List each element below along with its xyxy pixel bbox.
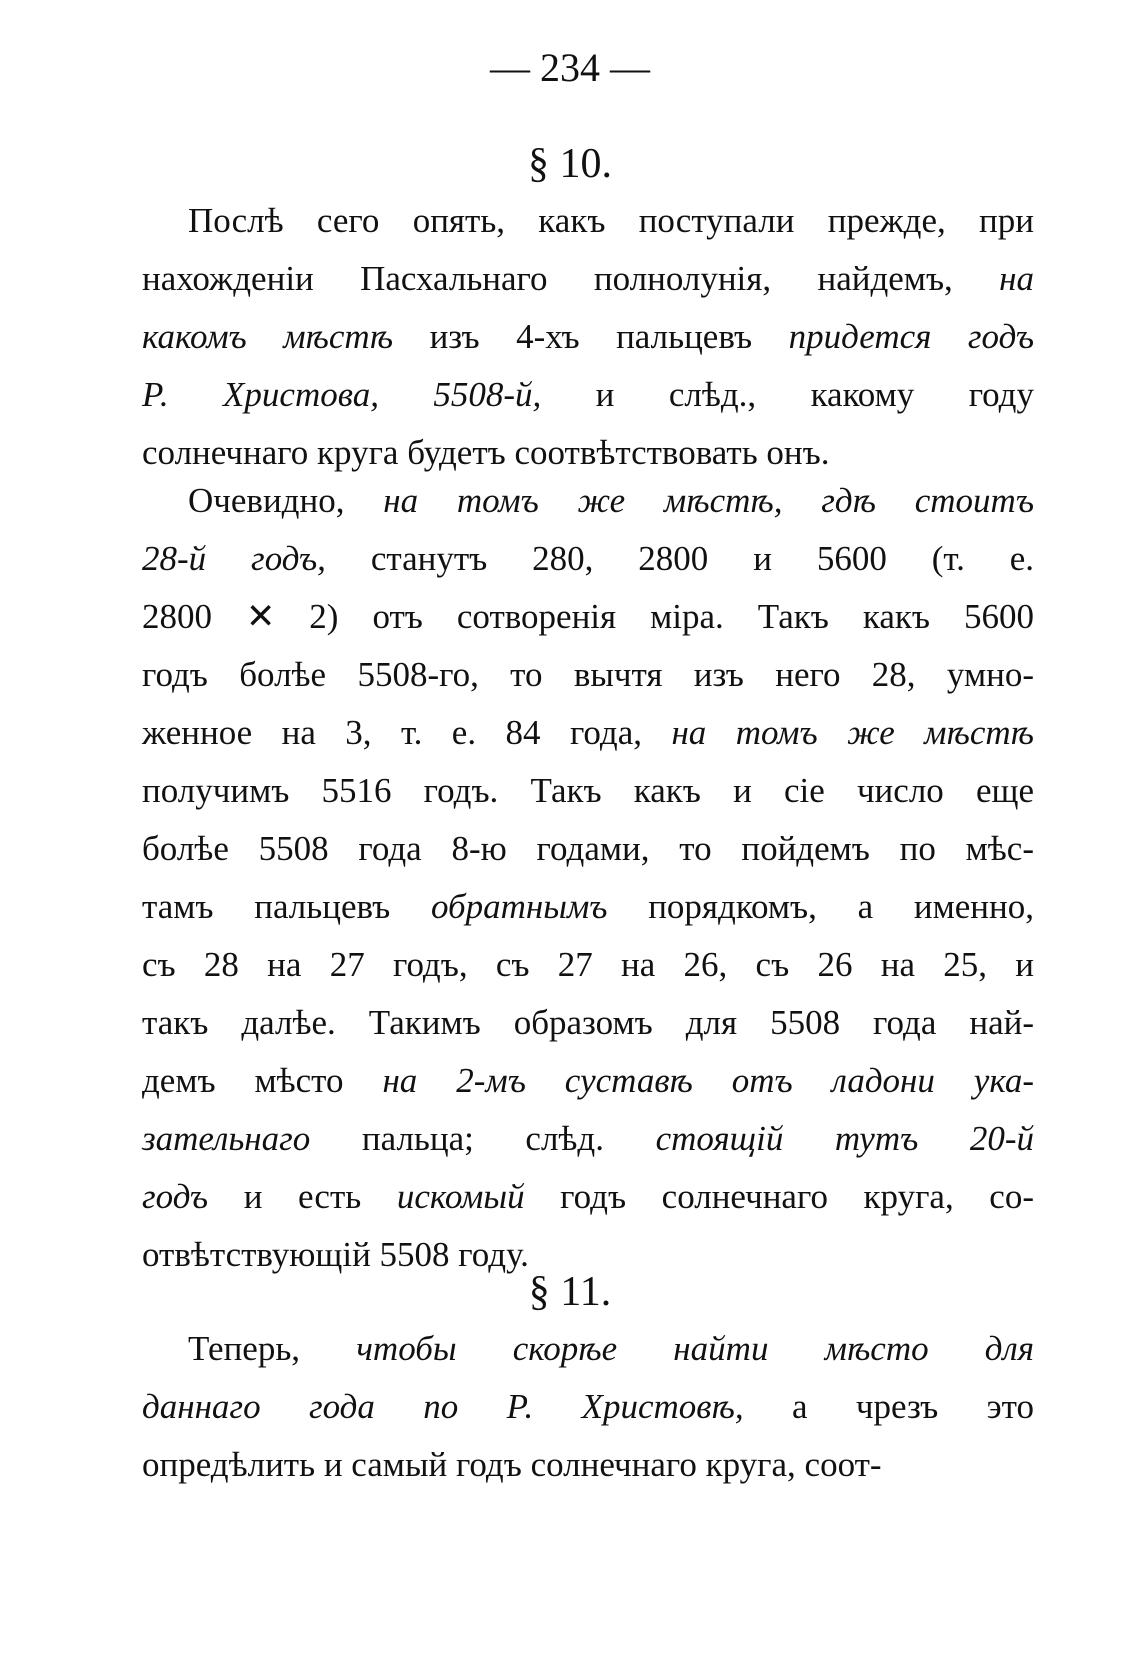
italic-run: на 2-мъ суставѣ отъ ладони ука-: [382, 1061, 1034, 1100]
italic-run: зательнаго: [142, 1119, 311, 1158]
paragraph: [142, 192, 1034, 482]
text-run: годъ болѣе 5508-го, то вычтя изъ него 28, умно-: [142, 655, 1034, 694]
italic-run: на: [999, 259, 1034, 298]
text-line: [142, 308, 1034, 366]
text-line: [142, 646, 1034, 704]
italic-run: Р. Христова, 5508-й,: [142, 375, 542, 414]
text-run: демъ мѣсто: [142, 1061, 383, 1100]
italic-run: придется годъ: [788, 317, 1035, 356]
text-line: [142, 530, 1034, 588]
text-line: [142, 588, 1034, 646]
text-run: такъ далѣе. Такимъ образомъ для 5508 года най-: [142, 1003, 1034, 1042]
text-line: [142, 820, 1034, 878]
text-run: а чрезъ это: [743, 1387, 1034, 1426]
text-run: солнечнаго круга будетъ соотвѣтствовать онъ.: [142, 433, 830, 472]
text-line: [142, 1320, 1034, 1378]
italic-run: чтобы скорѣе найти мѣсто для: [356, 1329, 1034, 1368]
paragraph: [142, 1320, 1034, 1494]
italic-run: стоящій тутъ 20-й: [655, 1119, 1034, 1158]
text-run: изъ 4-хъ пальцевъ: [393, 317, 789, 356]
text-line: [142, 250, 1034, 308]
text-line: [142, 1436, 1034, 1494]
text-run: порядкомъ, а именно,: [607, 887, 1034, 926]
text-run: съ 28 на 27 годъ, съ 27 на 26, съ 26 на 25, и: [142, 945, 1034, 984]
italic-run: 28-й годъ,: [142, 539, 326, 578]
text-run: и слѣд., какому году: [541, 375, 1034, 414]
text-line: [142, 366, 1034, 424]
text-run: опредѣлить и самый годъ солнечнаго круга, соот-: [142, 1445, 882, 1484]
text-line: [142, 878, 1034, 936]
text-line: [142, 472, 1034, 530]
text-run: Очевидно,: [188, 481, 384, 520]
text-line: [142, 192, 1034, 250]
italic-run: на томъ же мѣстѣ: [671, 713, 1034, 752]
text-run: 2800 ✕ 2) отъ сотворенія міра. Такъ какъ 5600: [142, 597, 1034, 636]
text-run: нахожденіи Пасхальнаго полнолунія, найдемъ,: [142, 259, 1000, 298]
text-run: станутъ 280, 2800 и 5600 (т. е.: [325, 539, 1035, 578]
text-line: [142, 1052, 1034, 1110]
text-line: [142, 704, 1034, 762]
text-run: Послѣ сего опять, какъ поступали прежде, при: [188, 201, 1034, 240]
text-run: женное на 3, т. е. 84 года,: [142, 713, 672, 752]
italic-run: годъ: [142, 1177, 209, 1216]
text-run: Теперь,: [188, 1329, 357, 1368]
text-run: болѣе 5508 года 8-ю годами, то пойдемъ по мѣс-: [142, 829, 1034, 868]
italic-run: даннаго года по Р. Христовѣ,: [142, 1387, 744, 1426]
section-heading-10: § 10.: [528, 141, 612, 187]
italic-run: какомъ мѣстѣ: [142, 317, 394, 356]
section-heading-11: § 11.: [528, 1269, 612, 1315]
text-line: [142, 762, 1034, 820]
text-line: [142, 936, 1034, 994]
text-run: пальца; слѣд.: [310, 1119, 656, 1158]
text-run: годъ солнечнаго круга, со-: [524, 1177, 1034, 1216]
text-run: тамъ пальцевъ: [142, 887, 431, 926]
text-run: отвѣтствующій 5508 году.: [142, 1235, 529, 1274]
text-line: [142, 1378, 1034, 1436]
paragraph: [142, 472, 1034, 1284]
italic-run: обратнымъ: [430, 887, 608, 926]
text-run: и есть: [208, 1177, 397, 1216]
page-number: — 234 —: [490, 45, 650, 90]
italic-run: на томъ же мѣстѣ, гдѣ стоитъ: [383, 481, 1034, 520]
text-run: получимъ 5516 годъ. Такъ какъ и сіе число еще: [142, 771, 1034, 810]
italic-run: искомый: [396, 1177, 525, 1216]
text-line: [142, 1110, 1034, 1168]
text-line: [142, 994, 1034, 1052]
text-line: [142, 1168, 1034, 1226]
